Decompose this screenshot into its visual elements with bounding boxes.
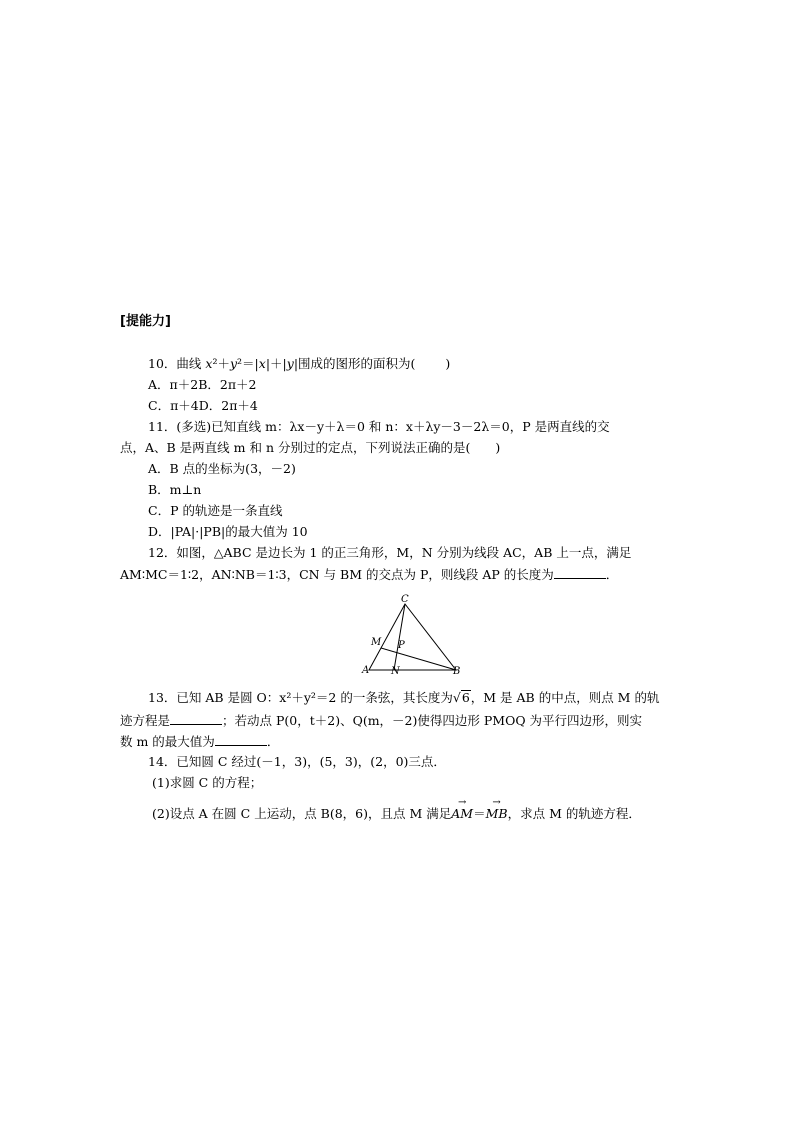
label-m: M bbox=[371, 637, 382, 648]
label-p: P bbox=[398, 640, 405, 651]
q10-stem: 10．曲线 x²＋y²＝|x|＋|y|围成的图形的面积为( ) bbox=[148, 356, 451, 371]
triangle-abc bbox=[369, 604, 456, 670]
q10-number: 10． bbox=[148, 356, 177, 371]
label-c: C bbox=[401, 594, 409, 605]
q13-answer-blank-1[interactable] bbox=[170, 712, 222, 725]
q10-options-cd: C．π＋4D．2π＋4 bbox=[148, 398, 258, 413]
q11-stem-cont: 点，A、B 是两直线 m 和 n 分别过的定点，下列说法正确的是( ) bbox=[120, 440, 501, 455]
q12-stem: 12．如图，△ABC 是边长为 1 的正三角形，M，N 分别为线段 AC，AB 上一点，满足 bbox=[148, 545, 632, 560]
sqrt-radicand: 6 bbox=[461, 690, 470, 705]
q10-options-ab: A．π＋2B．2π＋2 bbox=[148, 377, 257, 392]
q14-number: 14． bbox=[148, 754, 177, 769]
label-a: A bbox=[362, 665, 370, 676]
q13-stem: 13．已知 AB 是圆 O：x²＋y²＝2 的一条弦，其长度为√6，M 是 AB 的中点，则点 M 的轨 bbox=[148, 690, 660, 705]
q12-number: 12． bbox=[148, 545, 177, 560]
q11-option-a: A．B 点的坐标为(3，－2) bbox=[148, 461, 296, 476]
label-n: N bbox=[391, 666, 400, 676]
label-b: B bbox=[453, 666, 461, 676]
q11-option-b: B．m⊥n bbox=[148, 482, 202, 497]
q13-stem-cont-2: 数 m 的最大值为 ． bbox=[120, 734, 280, 749]
q11-option-d: D．|PA|·|PB|的最大值为 10 bbox=[148, 524, 308, 539]
q11-number: 11． bbox=[148, 419, 177, 434]
q14-part-2: (2)设点 A 在圆 C 上运动，点 B(8，6)，且点 M 满足→ AM＝→ MB，求点 M 的轨迹方程． bbox=[152, 806, 641, 822]
vector-mb: → MB bbox=[486, 806, 508, 822]
sqrt-symbol: √ bbox=[452, 690, 461, 705]
vector-am: → AM bbox=[451, 806, 473, 822]
q14-part-1: (1)求圆 C 的方程； bbox=[152, 775, 263, 790]
triangle-figure bbox=[360, 592, 470, 676]
q11-option-c: C．P 的轨迹是一条直线 bbox=[148, 503, 283, 518]
q12-stem-cont: AM∶MC＝1∶2，AN∶NB＝1∶3，CN 与 BM 的交点为 P，则线段 AP 的长度为 ． bbox=[120, 567, 619, 582]
q12-answer-blank[interactable] bbox=[554, 566, 606, 579]
q11-stem: 11．(多选)已知直线 m：λx－y＋λ＝0 和 n：x＋λy－3－2λ＝0，P 是两直线的交 bbox=[148, 419, 610, 434]
q14-stem: 14．已知圆 C 经过(－1，3)，(5，3)，(2，0)三点． bbox=[148, 754, 446, 769]
q13-number: 13． bbox=[148, 690, 177, 705]
q13-answer-blank-2[interactable] bbox=[215, 733, 267, 746]
q13-stem-cont: 迹方程是 ；若动点 P(0，t＋2)、Q(m，－2)使得四边形 PMOQ 为平行四边形，则实 bbox=[120, 713, 643, 728]
section-title: [提能力] bbox=[120, 314, 171, 329]
